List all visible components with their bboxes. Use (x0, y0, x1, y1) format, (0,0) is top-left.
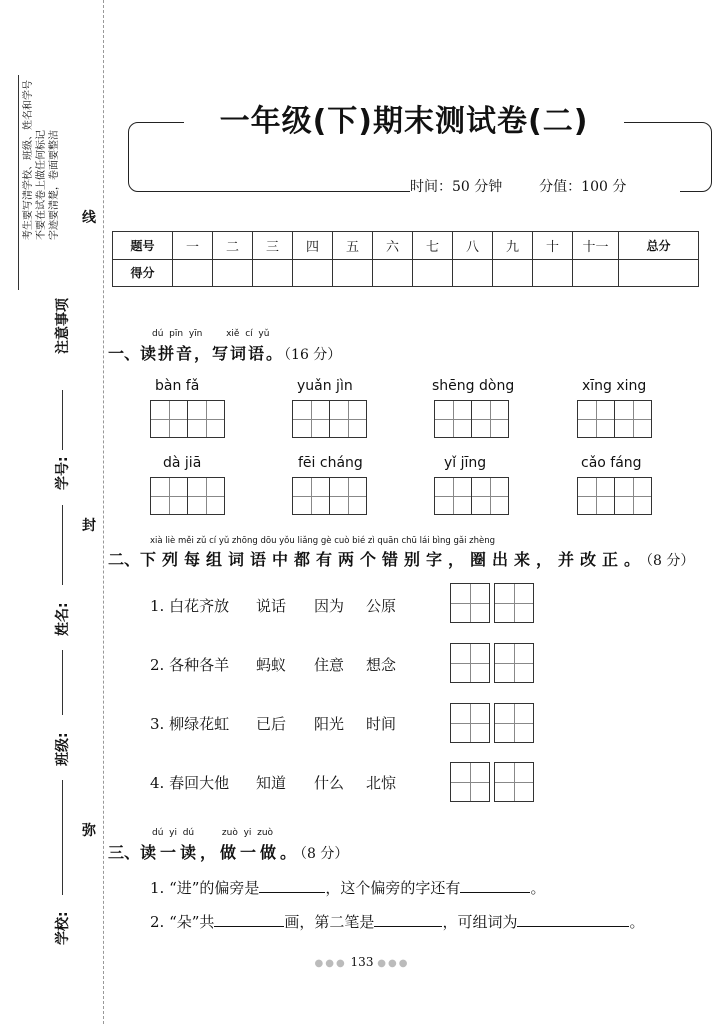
answer-grid[interactable] (577, 477, 652, 515)
time-info (410, 176, 680, 198)
section3-heading (108, 840, 348, 863)
answer-grid[interactable] (577, 400, 652, 438)
exam-notes (22, 80, 61, 240)
question-1 (150, 877, 545, 898)
question-text: 2. “朵”共 (150, 913, 215, 931)
word-pinyin: xīng xing (582, 378, 647, 394)
section-number: 二、 (108, 550, 141, 569)
section1-pinyin (152, 329, 269, 339)
table-row (113, 259, 699, 287)
word-item: 1. 白花齐放 (150, 597, 230, 615)
score-cell[interactable] (373, 259, 413, 287)
score-cell[interactable] (453, 259, 493, 287)
word-group-row (150, 772, 396, 793)
decor-dots: ●●● (314, 958, 347, 969)
table-row (113, 232, 699, 260)
notes-heading: 注意事项 (55, 298, 71, 354)
table-header-cell: 七 (413, 232, 453, 260)
section1-heading (108, 341, 341, 364)
word-item: 4. 春回大他 (150, 774, 230, 792)
word-group-row (150, 595, 396, 616)
section2-pinyin: xià liè měi zǔ cí yǔ zhōng dōu yǒu liǎng gè cuò bié zì quān chū lái bìng gǎi zhèng (150, 536, 496, 546)
cut-line (103, 0, 104, 1024)
section-instruction: 下列每组词语中都有两个错别字，圈出来，并改正。 (140, 550, 647, 569)
score-cell[interactable] (173, 259, 213, 287)
score-cell[interactable] (573, 259, 619, 287)
pinyin: dú (152, 828, 164, 838)
score-cell[interactable] (333, 259, 373, 287)
answer-blank[interactable] (259, 878, 325, 893)
score-table (112, 231, 699, 287)
table-header-cell: 八 (453, 232, 493, 260)
word-item: 已后 (256, 715, 287, 733)
notes-bracket (18, 75, 19, 290)
score-cell[interactable] (619, 259, 699, 287)
table-header-cell: 十一 (573, 232, 619, 260)
word-pinyin: yǐ jīng (444, 455, 487, 471)
page-number (0, 955, 724, 969)
pinyin: yīn (188, 329, 203, 339)
word-item: 想念 (366, 656, 397, 674)
word-item: 3. 柳绿花虹 (150, 715, 230, 733)
note-line: 不要在试卷上做任何标记 (36, 130, 47, 240)
school-label: 学校: (55, 911, 71, 945)
pinyin: yǔ (258, 329, 270, 339)
table-header-cell: 九 (493, 232, 533, 260)
word-item: 公原 (366, 597, 397, 615)
section-instruction: 读一读，做一做。 (140, 843, 301, 862)
section-instruction: 读拼音，写词语。 (140, 344, 285, 363)
section-number: 三、 (108, 843, 141, 862)
cut-char-xian: 线 (82, 210, 96, 226)
score-label: 分值：100 分 (539, 179, 627, 195)
answer-grid[interactable] (150, 400, 225, 438)
table-header-cell: 六 (373, 232, 413, 260)
page-title: 一年级(下)期末测试卷(二) (184, 100, 624, 144)
table-header-cell: 一 (173, 232, 213, 260)
table-header-cell: 十 (533, 232, 573, 260)
word-pinyin: yuǎn jìn (297, 378, 353, 394)
field-line (62, 650, 63, 715)
score-cell[interactable] (293, 259, 333, 287)
section-points: （8 分） (300, 846, 349, 862)
table-header-cell: 总分 (619, 232, 699, 260)
pinyin: xiě (226, 329, 240, 339)
pinyin: zuò (221, 828, 238, 838)
score-cell[interactable] (213, 259, 253, 287)
pinyin: yi (243, 828, 252, 838)
section-points: （8 分） (646, 553, 695, 569)
word-pinyin: fēi cháng (298, 455, 363, 471)
question-text: 画，第二笔是 (284, 913, 375, 931)
word-pinyin: bàn fǎ (155, 378, 200, 394)
answer-blank[interactable] (460, 878, 530, 893)
section-points: （16 分） (284, 347, 342, 363)
answer-grid[interactable] (434, 477, 509, 515)
class-label: 班级: (55, 732, 71, 766)
word-item: 时间 (366, 715, 397, 733)
answer-grid[interactable] (292, 400, 367, 438)
score-cell[interactable] (533, 259, 573, 287)
word-item: 阳光 (314, 715, 345, 733)
cut-char-feng: 封 (82, 518, 96, 534)
name-label: 姓名: (55, 602, 71, 636)
correction-grid[interactable] (450, 703, 534, 743)
pinyin: zuò (257, 828, 274, 838)
pinyin: pīn (169, 329, 184, 339)
pinyin: dú (152, 329, 164, 339)
word-item: 北惊 (366, 774, 397, 792)
question-text: 。 (530, 879, 546, 897)
correction-grid[interactable] (450, 583, 534, 623)
answer-blank[interactable] (374, 912, 442, 927)
score-cell[interactable] (413, 259, 453, 287)
pinyin: cí (245, 329, 253, 339)
question-text: 。 (629, 913, 645, 931)
word-pinyin: shēng dòng (432, 378, 515, 394)
score-cell[interactable] (493, 259, 533, 287)
page-number-text: 133 (350, 955, 374, 969)
table-header-cell: 五 (333, 232, 373, 260)
table-header-cell: 题号 (113, 232, 173, 260)
time-label: 时间：50 分钟 (410, 179, 503, 195)
answer-grid[interactable] (150, 477, 225, 515)
student-number-label: 学号: (55, 456, 71, 490)
word-group-row (150, 654, 396, 675)
question-text: 1. “进”的偏旁是 (150, 879, 260, 897)
table-header-cell: 四 (293, 232, 333, 260)
question-text: ，可组词为 (442, 913, 518, 931)
word-item: 知道 (256, 774, 287, 792)
word-item: 什么 (314, 774, 345, 792)
word-item: 说话 (256, 597, 287, 615)
answer-blank[interactable] (214, 912, 284, 927)
word-item: 2. 各种各羊 (150, 656, 230, 674)
pinyin: dú (182, 828, 195, 838)
correction-grid[interactable] (450, 643, 534, 683)
score-cell[interactable] (253, 259, 293, 287)
pinyin: yi (169, 828, 177, 838)
table-header-cell: 得分 (113, 259, 173, 287)
word-group-row (150, 713, 396, 734)
table-header-cell: 二 (213, 232, 253, 260)
word-item: 因为 (314, 597, 345, 615)
section3-pinyin (152, 828, 273, 838)
word-pinyin: cǎo fáng (581, 455, 642, 471)
field-line (62, 390, 63, 450)
field-line (62, 505, 63, 585)
question-2 (150, 911, 644, 932)
word-item: 蚂蚁 (256, 656, 287, 674)
section-number: 一、 (108, 344, 141, 363)
decor-dots: ●●● (377, 958, 410, 969)
cut-char-mi: 弥 (82, 823, 96, 839)
section2-heading (108, 547, 694, 570)
answer-blank[interactable] (517, 912, 629, 927)
table-header-cell: 三 (253, 232, 293, 260)
answer-grid[interactable] (434, 400, 509, 438)
note-line: 字迹要清楚，卷面要整洁 (49, 130, 60, 240)
answer-grid[interactable] (292, 477, 367, 515)
correction-grid[interactable] (450, 762, 534, 802)
question-text: ，这个偏旁的字还有 (325, 879, 461, 897)
word-pinyin: dà jiā (163, 455, 202, 471)
word-item: 住意 (314, 656, 345, 674)
field-line (62, 780, 63, 895)
note-line: 考生要写清学校、班级、姓名和学号 (23, 80, 34, 240)
